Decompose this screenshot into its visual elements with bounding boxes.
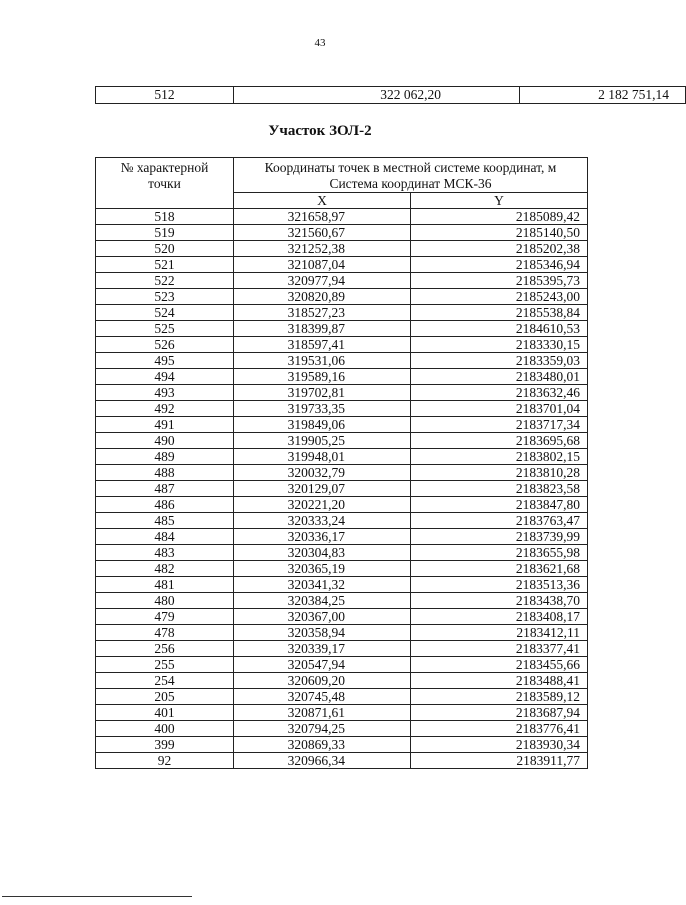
table-row (96, 289, 588, 305)
coord-header-line2: Система координат МСК-36 (329, 176, 492, 191)
y-cell: 2185089,42 (411, 209, 588, 225)
point-cell: 524 (96, 305, 234, 321)
point-cell: 480 (96, 593, 234, 609)
header-row (96, 158, 588, 193)
y-cell: 2185395,73 (411, 273, 588, 289)
table-row (96, 209, 588, 225)
x-cell: 320358,94 (234, 625, 411, 641)
point-header-line1: № характерной (120, 160, 209, 175)
table-row (96, 401, 588, 417)
x-cell: 320794,25 (234, 721, 411, 737)
table-row (96, 737, 588, 753)
table-row (96, 241, 588, 257)
x-cell: 320547,94 (234, 657, 411, 673)
point-cell: 255 (96, 657, 234, 673)
y-cell: 2183589,12 (411, 689, 588, 705)
y-cell: 2183810,28 (411, 465, 588, 481)
table-row (96, 753, 588, 769)
y-cell: 2183408,17 (411, 609, 588, 625)
point-cell: 487 (96, 481, 234, 497)
x-cell: 321087,04 (234, 257, 411, 273)
point-cell: 525 (96, 321, 234, 337)
table-row (96, 481, 588, 497)
y-cell: 2185346,94 (411, 257, 588, 273)
point-cell: 478 (96, 625, 234, 641)
point-cell: 493 (96, 385, 234, 401)
x-cell: 320333,24 (234, 513, 411, 529)
y-cell: 2183655,98 (411, 545, 588, 561)
x-cell: 321252,38 (234, 241, 411, 257)
table-row (96, 705, 588, 721)
point-cell: 92 (96, 753, 234, 769)
section-title: Участок ЗОЛ-2 (268, 123, 372, 139)
y-cell: 2183847,80 (411, 497, 588, 513)
x-cell: 321658,97 (234, 209, 411, 225)
coordinates-table (95, 157, 588, 769)
x-cell: 321560,67 (234, 225, 411, 241)
x-column-header: X (234, 193, 411, 209)
x-cell: 319733,35 (234, 401, 411, 417)
x-cell: 319849,06 (234, 417, 411, 433)
x-cell: 320341,32 (234, 577, 411, 593)
x-cell: 319531,06 (234, 353, 411, 369)
x-cell: 322 062,20 (234, 87, 520, 104)
y-cell: 2183513,36 (411, 577, 588, 593)
x-cell: 320365,19 (234, 561, 411, 577)
y-cell: 2183739,99 (411, 529, 588, 545)
point-header-line2: точки (148, 176, 181, 191)
y-cell: 2183455,66 (411, 657, 588, 673)
point-cell: 399 (96, 737, 234, 753)
table-row (96, 721, 588, 737)
y-cell: 2185538,84 (411, 305, 588, 321)
y-cell: 2183412,11 (411, 625, 588, 641)
table-row (96, 305, 588, 321)
table-row (96, 257, 588, 273)
point-cell: 400 (96, 721, 234, 737)
x-cell: 320032,79 (234, 465, 411, 481)
point-cell: 254 (96, 673, 234, 689)
y-cell: 2183802,15 (411, 449, 588, 465)
y-cell: 2183701,04 (411, 401, 588, 417)
table-row (96, 417, 588, 433)
x-cell: 320977,94 (234, 273, 411, 289)
point-cell: 401 (96, 705, 234, 721)
y-cell: 2183930,34 (411, 737, 588, 753)
table-row (96, 625, 588, 641)
point-cell: 492 (96, 401, 234, 417)
x-cell: 319589,16 (234, 369, 411, 385)
table-row (96, 513, 588, 529)
point-cell: 205 (96, 689, 234, 705)
y-cell: 2183763,47 (411, 513, 588, 529)
y-cell: 2183717,34 (411, 417, 588, 433)
x-cell: 320820,89 (234, 289, 411, 305)
y-cell: 2183632,46 (411, 385, 588, 401)
table-row (96, 337, 588, 353)
table-row (96, 609, 588, 625)
point-cell: 518 (96, 209, 234, 225)
y-cell: 2183480,01 (411, 369, 588, 385)
point-cell: 522 (96, 273, 234, 289)
y-cell: 2183695,68 (411, 433, 588, 449)
footnote-divider (2, 896, 192, 897)
point-cell: 488 (96, 465, 234, 481)
table-row (96, 497, 588, 513)
table-row (96, 449, 588, 465)
point-cell: 512 (96, 87, 234, 104)
point-cell: 484 (96, 529, 234, 545)
y-column-header: Y (411, 193, 588, 209)
table-row (96, 465, 588, 481)
table-row (96, 641, 588, 657)
coordinates-header (234, 158, 588, 193)
point-cell: 520 (96, 241, 234, 257)
x-cell: 319948,01 (234, 449, 411, 465)
x-cell: 320221,20 (234, 497, 411, 513)
table-row (96, 577, 588, 593)
y-cell: 2 182 751,14 (520, 87, 686, 104)
y-cell: 2183488,41 (411, 673, 588, 689)
x-cell: 320129,07 (234, 481, 411, 497)
y-cell: 2183330,15 (411, 337, 588, 353)
x-cell: 320745,48 (234, 689, 411, 705)
point-cell: 490 (96, 433, 234, 449)
point-cell: 526 (96, 337, 234, 353)
point-cell: 489 (96, 449, 234, 465)
y-cell: 2183377,41 (411, 641, 588, 657)
x-cell: 318597,41 (234, 337, 411, 353)
table-row (96, 225, 588, 241)
table-row (96, 273, 588, 289)
x-cell: 318399,87 (234, 321, 411, 337)
point-cell: 495 (96, 353, 234, 369)
point-cell: 519 (96, 225, 234, 241)
y-cell: 2183438,70 (411, 593, 588, 609)
y-cell: 2184610,53 (411, 321, 588, 337)
y-cell: 2185202,38 (411, 241, 588, 257)
y-cell: 2185243,00 (411, 289, 588, 305)
point-cell: 494 (96, 369, 234, 385)
x-cell: 320966,34 (234, 753, 411, 769)
table-row (96, 433, 588, 449)
x-cell: 320339,17 (234, 641, 411, 657)
point-cell: 485 (96, 513, 234, 529)
table-row (96, 657, 588, 673)
coord-header-line1: Координаты точек в местной системе координат, м (264, 160, 557, 175)
continuation-table (95, 86, 686, 104)
point-cell: 479 (96, 609, 234, 625)
x-cell: 320869,33 (234, 737, 411, 753)
table-row (96, 87, 686, 104)
y-cell: 2185140,50 (411, 225, 588, 241)
table-row (96, 385, 588, 401)
x-cell: 318527,23 (234, 305, 411, 321)
page-number: 43 (314, 37, 326, 49)
x-cell: 320609,20 (234, 673, 411, 689)
point-cell: 481 (96, 577, 234, 593)
table-row (96, 353, 588, 369)
table-row (96, 545, 588, 561)
table-row (96, 593, 588, 609)
x-cell: 319702,81 (234, 385, 411, 401)
x-cell: 319905,25 (234, 433, 411, 449)
y-cell: 2183359,03 (411, 353, 588, 369)
table-row (96, 321, 588, 337)
table-row (96, 689, 588, 705)
table-row (96, 561, 588, 577)
table-row (96, 369, 588, 385)
point-cell: 482 (96, 561, 234, 577)
point-cell: 521 (96, 257, 234, 273)
x-cell: 320304,83 (234, 545, 411, 561)
x-cell: 320336,17 (234, 529, 411, 545)
point-cell: 483 (96, 545, 234, 561)
y-cell: 2183687,94 (411, 705, 588, 721)
y-cell: 2183621,68 (411, 561, 588, 577)
point-column-header (96, 158, 234, 209)
table-row (96, 529, 588, 545)
y-cell: 2183911,77 (411, 753, 588, 769)
point-cell: 491 (96, 417, 234, 433)
y-cell: 2183776,41 (411, 721, 588, 737)
y-cell: 2183823,58 (411, 481, 588, 497)
point-cell: 523 (96, 289, 234, 305)
x-cell: 320384,25 (234, 593, 411, 609)
point-cell: 256 (96, 641, 234, 657)
table-row (96, 673, 588, 689)
point-cell: 486 (96, 497, 234, 513)
x-cell: 320367,00 (234, 609, 411, 625)
x-cell: 320871,61 (234, 705, 411, 721)
